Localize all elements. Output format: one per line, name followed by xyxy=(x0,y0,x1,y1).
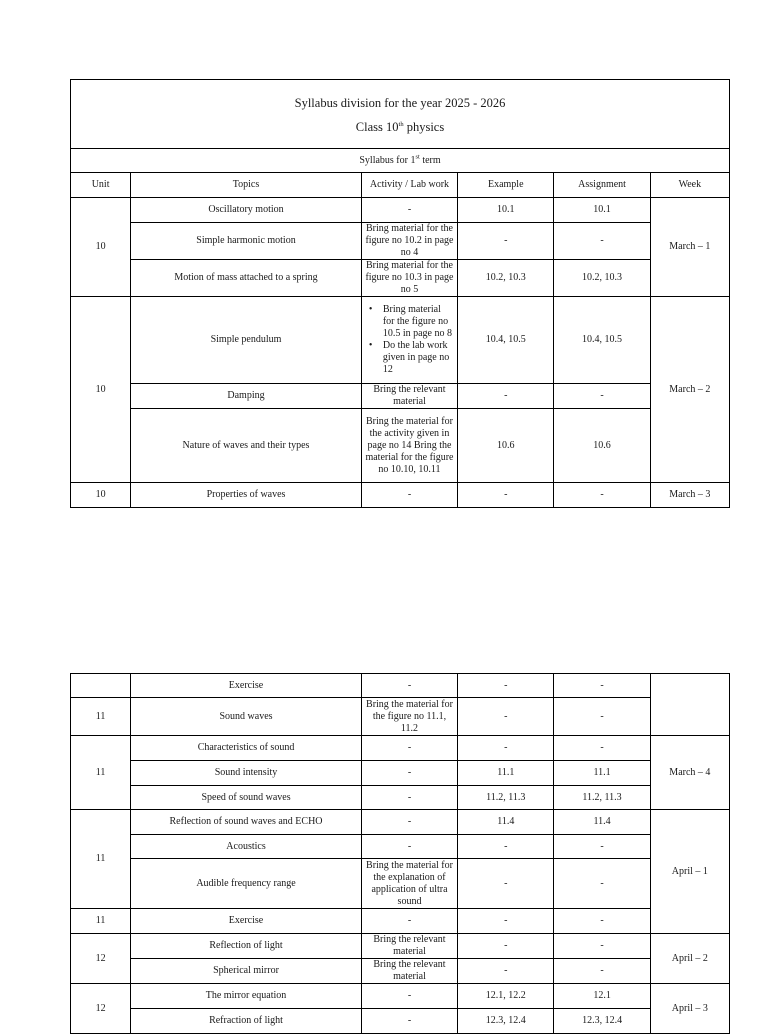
unit-cell: 11 xyxy=(71,736,131,810)
activity-cell: - xyxy=(361,1009,457,1034)
table-row xyxy=(71,736,730,761)
example-cell: 10.1 xyxy=(458,198,554,223)
assignment-cell: - xyxy=(554,859,650,909)
table-row xyxy=(71,835,730,859)
header-topics: Topics xyxy=(131,173,362,198)
unit-cell: 12 xyxy=(71,984,131,1034)
table-row xyxy=(71,698,730,736)
week-cell: March – 3 xyxy=(650,483,729,508)
table-row xyxy=(71,909,730,934)
assignment-cell: - xyxy=(554,959,650,984)
unit-cell: 10 xyxy=(71,297,131,483)
activity-cell: Bring material for the figure no 10.3 in page no 5 xyxy=(361,260,457,297)
assignment-cell: - xyxy=(554,674,650,698)
table-row xyxy=(71,959,730,984)
topic-cell: Spherical mirror xyxy=(131,959,362,984)
class-title: Class 10th physics xyxy=(355,120,445,134)
topic-cell: Simple harmonic motion xyxy=(131,223,362,260)
unit-cell: 11 xyxy=(71,698,131,736)
assignment-cell: 11.4 xyxy=(554,810,650,835)
topic-cell: Sound waves xyxy=(131,698,362,736)
topic-cell: Sound intensity xyxy=(131,761,362,786)
table-row xyxy=(71,786,730,810)
header-unit: Unit xyxy=(71,173,131,198)
example-cell: 11.1 xyxy=(458,761,554,786)
activity-cell: Bring material for the figure no 10.2 in page no 4 xyxy=(361,223,457,260)
table-row xyxy=(71,260,730,297)
topic-cell: Audible frequency range xyxy=(131,859,362,909)
assignment-cell: - xyxy=(554,223,650,260)
activity-list-item: • Do the lab work given in page no 12 xyxy=(379,340,454,376)
topic-cell: Damping xyxy=(131,384,362,409)
table-row xyxy=(71,198,730,223)
assignment-cell: - xyxy=(554,736,650,761)
assignment-cell: 12.3, 12.4 xyxy=(554,1009,650,1034)
example-cell: - xyxy=(458,736,554,761)
table-row xyxy=(71,223,730,260)
assignment-cell: - xyxy=(554,934,650,959)
activity-cell: - xyxy=(361,835,457,859)
unit-cell xyxy=(71,674,131,698)
activity-cell: - xyxy=(361,674,457,698)
header-week: Week xyxy=(650,173,729,198)
week-cell: April – 3 xyxy=(650,984,729,1034)
example-cell: 10.4, 10.5 xyxy=(458,297,554,384)
example-cell: 12.1, 12.2 xyxy=(458,984,554,1009)
activity-cell: - xyxy=(361,761,457,786)
activity-cell: - xyxy=(361,736,457,761)
table-row xyxy=(71,859,730,909)
syllabus-table-page-2 xyxy=(70,673,730,1034)
assignment-cell: 10.4, 10.5 xyxy=(554,297,650,384)
week-cell: April – 2 xyxy=(650,934,729,984)
assignment-cell: 12.1 xyxy=(554,984,650,1009)
topic-cell: Simple pendulum xyxy=(131,297,362,384)
table-row xyxy=(71,297,730,384)
assignment-cell: - xyxy=(554,384,650,409)
example-cell: - xyxy=(458,483,554,508)
activity-cell: Bring the material for the explanation of application of ultra sound xyxy=(361,859,457,909)
document-title: Syllabus division for the year 2025 - 2026 xyxy=(294,96,506,110)
activity-cell: - xyxy=(361,786,457,810)
document-title-cell xyxy=(71,80,730,149)
example-cell: 11.4 xyxy=(458,810,554,835)
table-row xyxy=(71,384,730,409)
week-cell: April – 1 xyxy=(650,810,729,934)
example-cell: - xyxy=(458,674,554,698)
table-row xyxy=(71,810,730,835)
header-example: Example xyxy=(458,173,554,198)
topic-cell: Reflection of light xyxy=(131,934,362,959)
table-row xyxy=(71,1009,730,1034)
example-cell: 10.6 xyxy=(458,409,554,483)
example-cell: - xyxy=(458,835,554,859)
syllabus-table-page-1 xyxy=(70,79,730,508)
assignment-cell: - xyxy=(554,835,650,859)
assignment-cell: 11.2, 11.3 xyxy=(554,786,650,810)
table-row xyxy=(71,984,730,1009)
topic-cell: Nature of waves and their types xyxy=(131,409,362,483)
activity-cell xyxy=(361,297,457,384)
assignment-cell: - xyxy=(554,483,650,508)
activity-cell: - xyxy=(361,198,457,223)
topic-cell: Reflection of sound waves and ECHO xyxy=(131,810,362,835)
activity-list-item: • Bring material for the figure no 10.5 in page no 8 xyxy=(379,304,454,340)
activity-cell: - xyxy=(361,909,457,934)
activity-cell: - xyxy=(361,810,457,835)
activity-cell: - xyxy=(361,483,457,508)
unit-cell: 10 xyxy=(71,198,131,297)
example-cell: - xyxy=(458,384,554,409)
assignment-cell: 10.2, 10.3 xyxy=(554,260,650,297)
example-cell: - xyxy=(458,859,554,909)
example-cell: - xyxy=(458,698,554,736)
unit-cell: 10 xyxy=(71,483,131,508)
example-cell: - xyxy=(458,909,554,934)
activity-cell: Bring the relevant material xyxy=(361,934,457,959)
activity-cell: Bring the relevant material xyxy=(361,384,457,409)
activity-cell: Bring the material for the figure no 11.1, 11.2 xyxy=(361,698,457,736)
activity-cell: Bring the relevant material xyxy=(361,959,457,984)
topic-cell: Motion of mass attached to a spring xyxy=(131,260,362,297)
week-cell: March – 2 xyxy=(650,297,729,483)
table-row xyxy=(71,934,730,959)
topic-cell: Oscillatory motion xyxy=(131,198,362,223)
topic-cell: The mirror equation xyxy=(131,984,362,1009)
topic-cell: Acoustics xyxy=(131,835,362,859)
assignment-cell: 10.1 xyxy=(554,198,650,223)
example-cell: - xyxy=(458,959,554,984)
example-cell: - xyxy=(458,934,554,959)
assignment-cell: 11.1 xyxy=(554,761,650,786)
example-cell: 10.2, 10.3 xyxy=(458,260,554,297)
week-cell: March – 1 xyxy=(650,198,729,297)
week-cell: March – 4 xyxy=(650,736,729,810)
activity-cell: Bring the material for the activity given in page no 14 Bring the material for the figure no 10.10, 10.11 xyxy=(361,409,457,483)
term-heading: Syllabus for 1st term xyxy=(71,149,730,173)
table-row xyxy=(71,409,730,483)
activity-cell: - xyxy=(361,984,457,1009)
topic-cell: Refraction of light xyxy=(131,1009,362,1034)
table-row xyxy=(71,483,730,508)
header-activity: Activity / Lab work xyxy=(361,173,457,198)
unit-cell: 11 xyxy=(71,810,131,909)
topic-cell: Exercise xyxy=(131,909,362,934)
assignment-cell: - xyxy=(554,909,650,934)
example-cell: - xyxy=(458,223,554,260)
unit-cell: 12 xyxy=(71,934,131,984)
header-assignment: Assignment xyxy=(554,173,650,198)
topic-cell: Exercise xyxy=(131,674,362,698)
topic-cell: Properties of waves xyxy=(131,483,362,508)
table-row xyxy=(71,761,730,786)
assignment-cell: - xyxy=(554,698,650,736)
example-cell: 12.3, 12.4 xyxy=(458,1009,554,1034)
unit-cell: 11 xyxy=(71,909,131,934)
activity-list xyxy=(365,304,454,376)
topic-cell: Characteristics of sound xyxy=(131,736,362,761)
table-row xyxy=(71,674,730,698)
topic-cell: Speed of sound waves xyxy=(131,786,362,810)
assignment-cell: 10.6 xyxy=(554,409,650,483)
table-header-row xyxy=(71,173,730,198)
example-cell: 11.2, 11.3 xyxy=(458,786,554,810)
week-cell xyxy=(650,674,729,736)
